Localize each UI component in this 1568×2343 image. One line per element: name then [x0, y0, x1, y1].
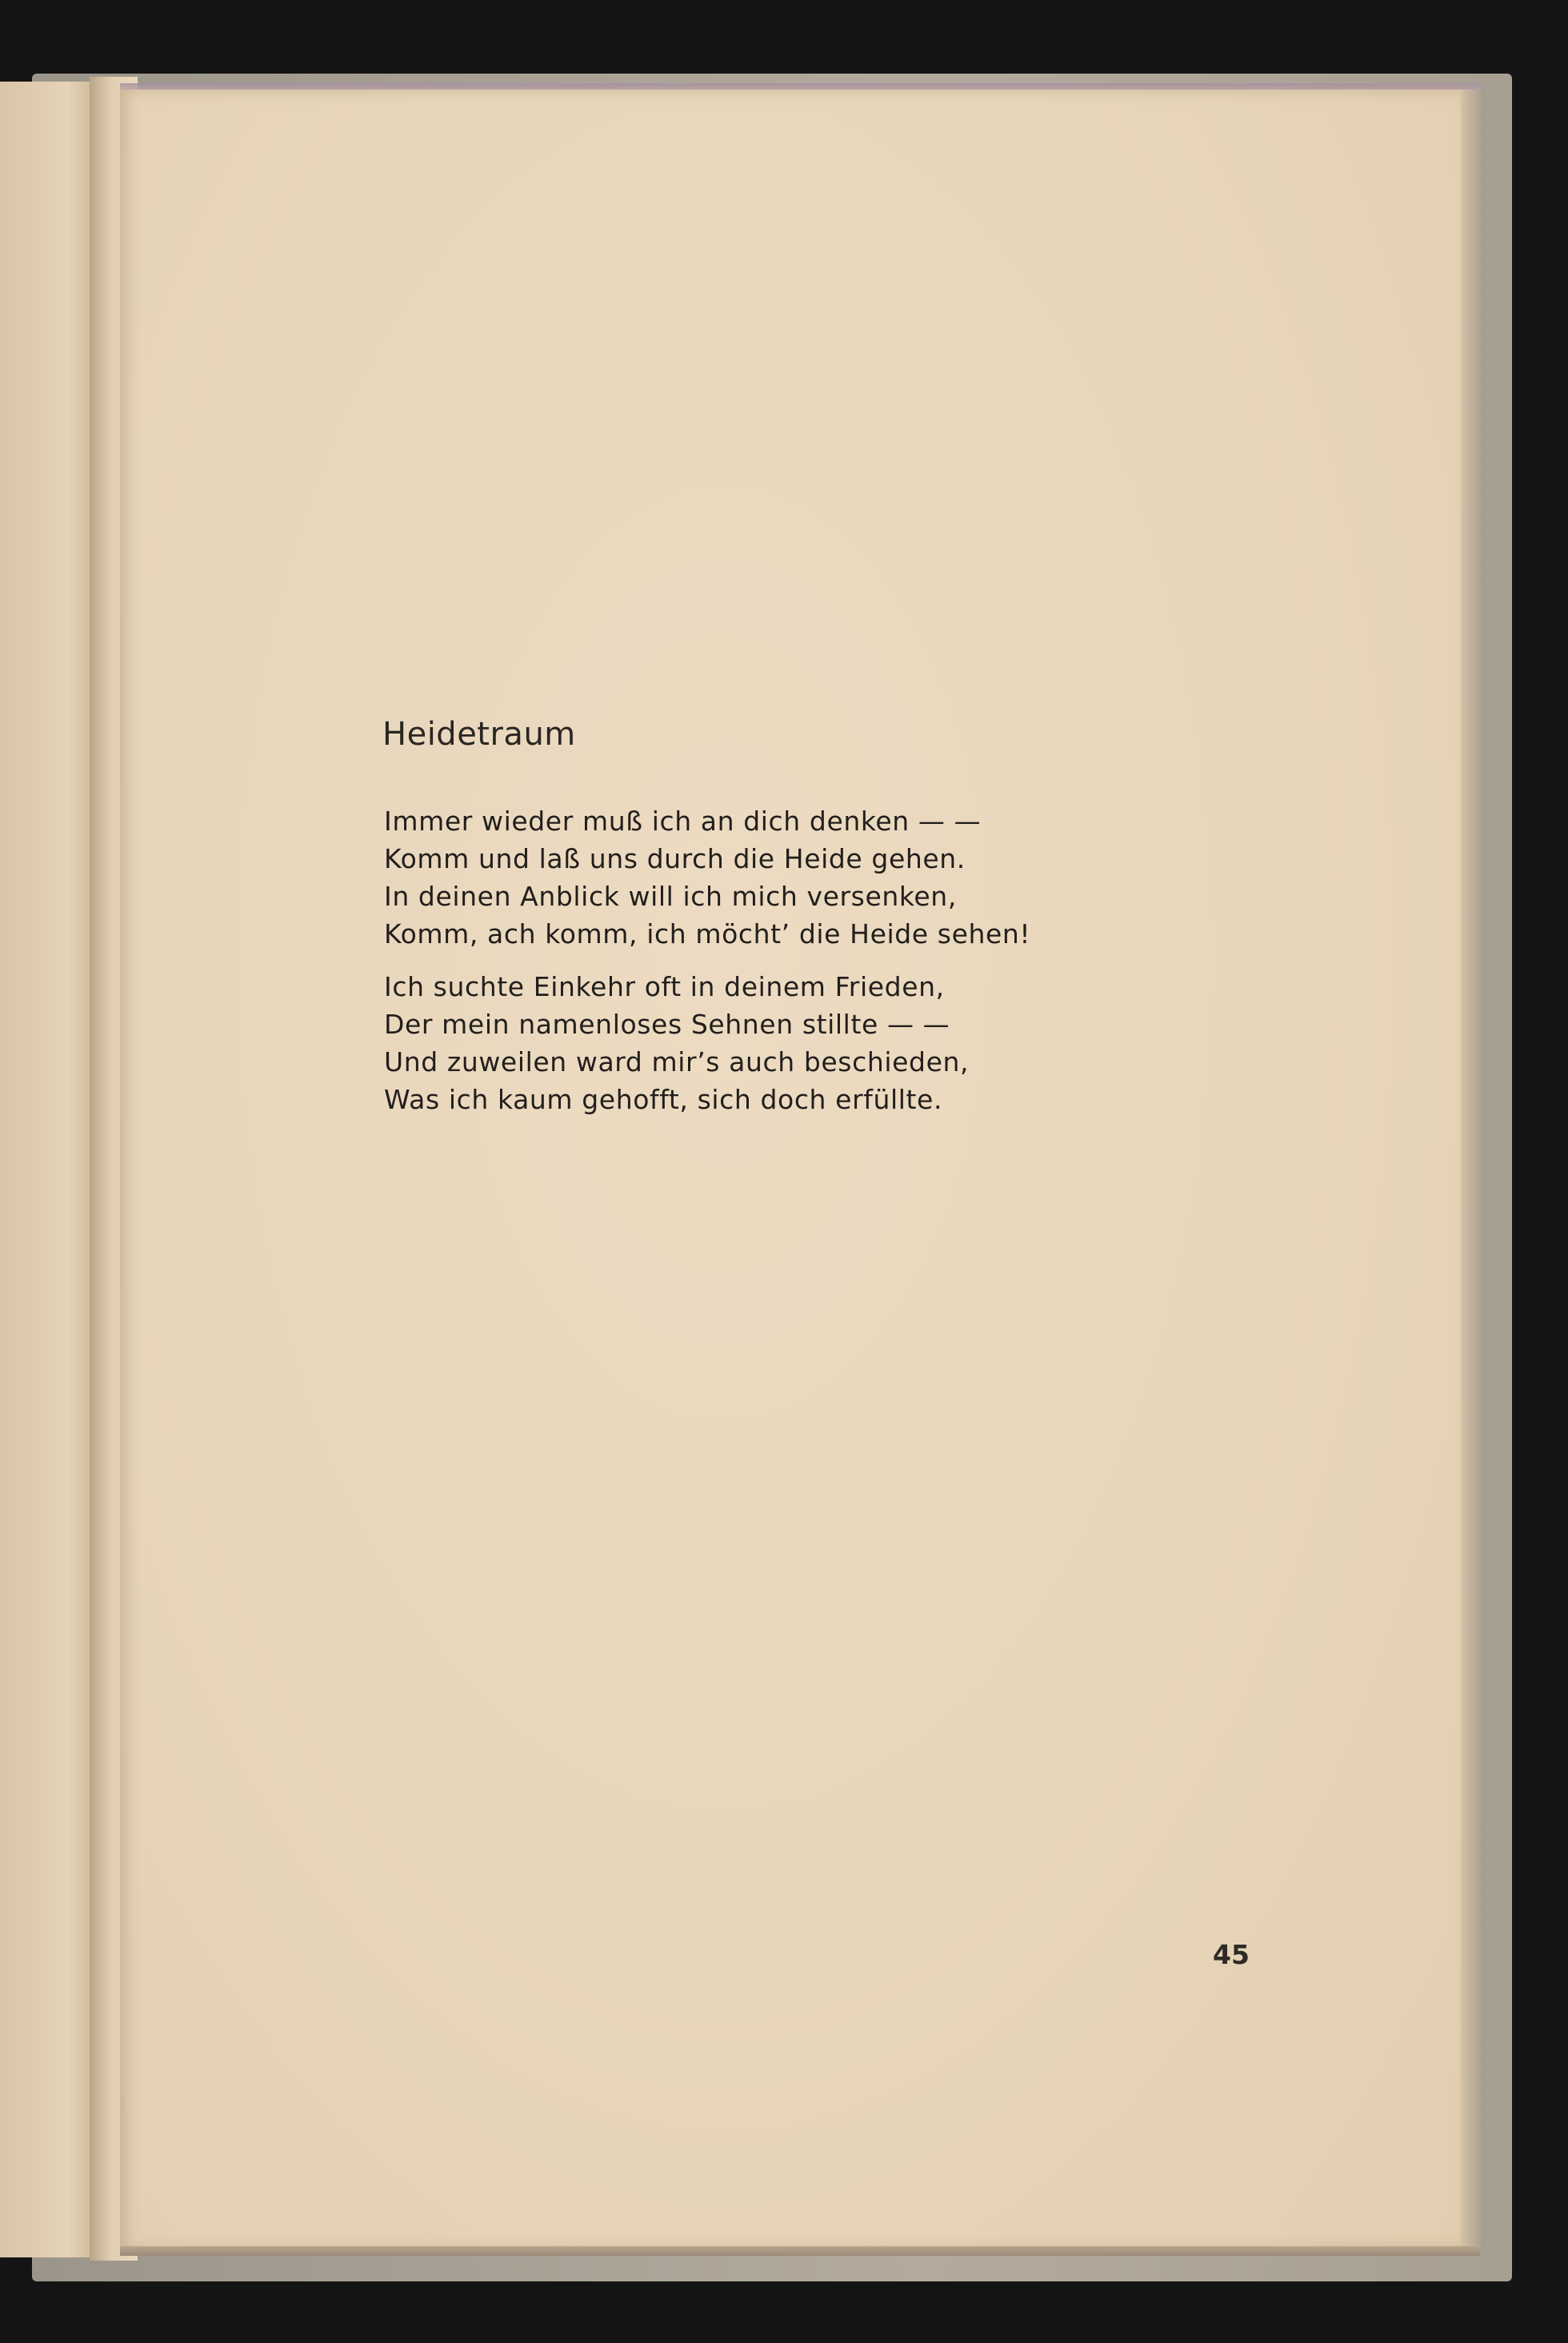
poem-line: Der mein namenloses Sehnen stillte — — [384, 1009, 950, 1040]
poem-line: In deinen Anblick will ich mich versenken, [384, 881, 957, 912]
page-bottom-edge [120, 2246, 1480, 2256]
poem-line: Komm, ach komm, ich möcht’ die Heide sehen! [384, 918, 1031, 950]
page-right-edge [1461, 90, 1485, 2249]
poem-stanza-2 [384, 968, 969, 1118]
left-page-edge [0, 82, 96, 2257]
poem-line: Ich suchte Einkehr oft in deinem Frieden, [384, 971, 945, 1002]
poem-line: Komm und laß uns durch die Heide gehen. [384, 843, 966, 874]
poem-title: Heidetraum [382, 716, 576, 753]
poem-stanza-1 [384, 802, 1030, 953]
right-page [120, 90, 1464, 2249]
poem-line: Und zuweilen ward mir’s auch beschieden, [384, 1046, 970, 1078]
page-number: 45 [1213, 1939, 1250, 1970]
poem-line: Immer wieder muß ich an dich denken — — [384, 806, 982, 837]
poem-line: Was ich kaum gehofft, sich doch erfüllte. [384, 1084, 943, 1115]
